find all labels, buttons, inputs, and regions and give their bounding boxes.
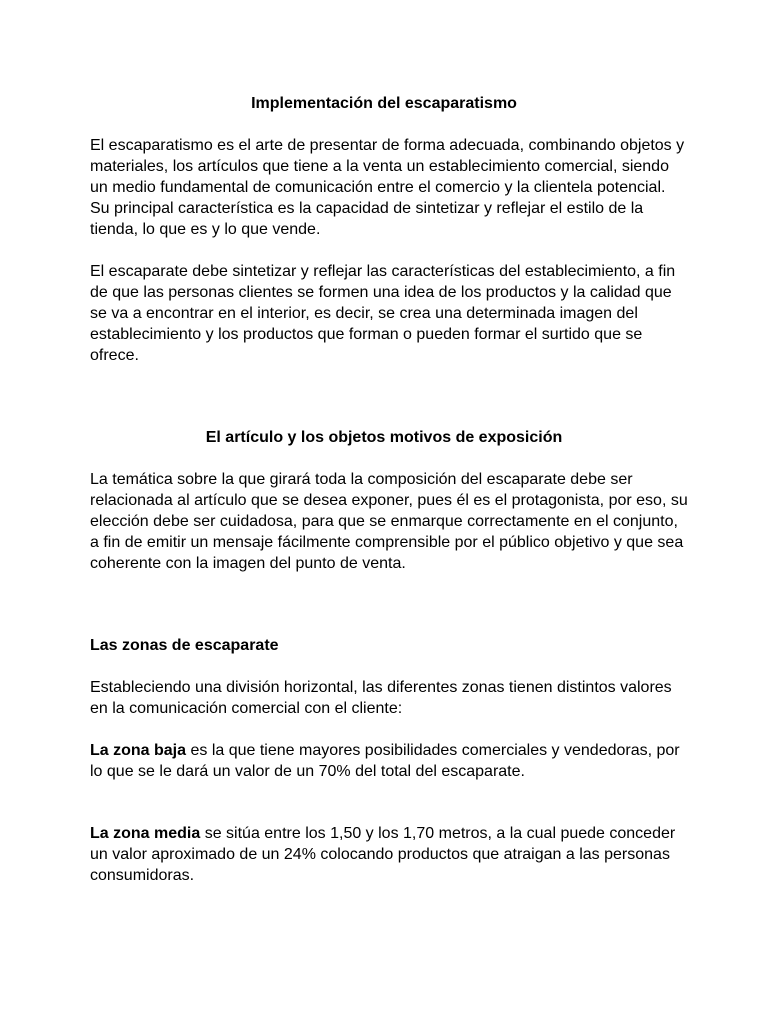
paragraph-escaparatismo-definition: El escaparatismo es el arte de presentar de forma adecuada, combinando objetos y materiales, los artículos que tiene a la venta un establecimiento comercial, siendo un medio fundamental de comunicación entre el comercio y la clientela potencial. Su principal característica es la capacidad de sintetizar y reflejar el estilo de la tienda, lo que es y lo que vende.: [90, 137, 685, 238]
section-title-articulo: El artículo y los objetos motivos de exposición: [205, 429, 563, 446]
section-title-zonas: Las zonas de escaparate: [90, 637, 279, 654]
paragraph-zona-media: [90, 823, 688, 886]
zona-baja-label: La zona baja: [90, 742, 187, 759]
paragraph-escaparate-sintetizar: El escaparate debe sintetizar y reflejar las características del establecimiento, a fin de que las personas clientes se formen una idea de los productos y la calidad que se va a encontrar en el interior, es decir, se crea una determinada imagen del establecimiento y los productos que forman o pueden formar el surtido que se ofrece.: [90, 263, 676, 364]
paragraph-tematica: La temática sobre la que girará toda la composición del escaparate debe ser relacionada al artículo que se desea exponer, pues él es el protagonista, por eso, su elección debe ser cuidadosa, para que se enmarque correctamente en el conjunto, a fin de emitir un mensaje fácilmente comprensible por el público objetivo y que sea coherente con la imagen del punto de venta.: [90, 471, 688, 572]
zona-media-label: La zona media: [90, 825, 201, 842]
zona-baja-text: es la que tiene mayores posibilidades comerciales y vendedoras, por lo que se le dará un valor de un 70% del total del escaparate.: [90, 742, 680, 780]
zona-media-text: se sitúa entre los 1,50 y los 1,70 metros, a la cual puede conceder un valor aproximado de un 24% colocando productos que atraigan a las personas consumidoras.: [90, 825, 676, 884]
paragraph-zonas-intro: Estableciendo una división horizontal, las diferentes zonas tienen distintos valores en la comunicación comercial con el cliente:: [90, 679, 672, 717]
paragraph-zona-baja: [90, 740, 688, 782]
section-title-implementacion: Implementación del escaparatismo: [251, 95, 517, 112]
